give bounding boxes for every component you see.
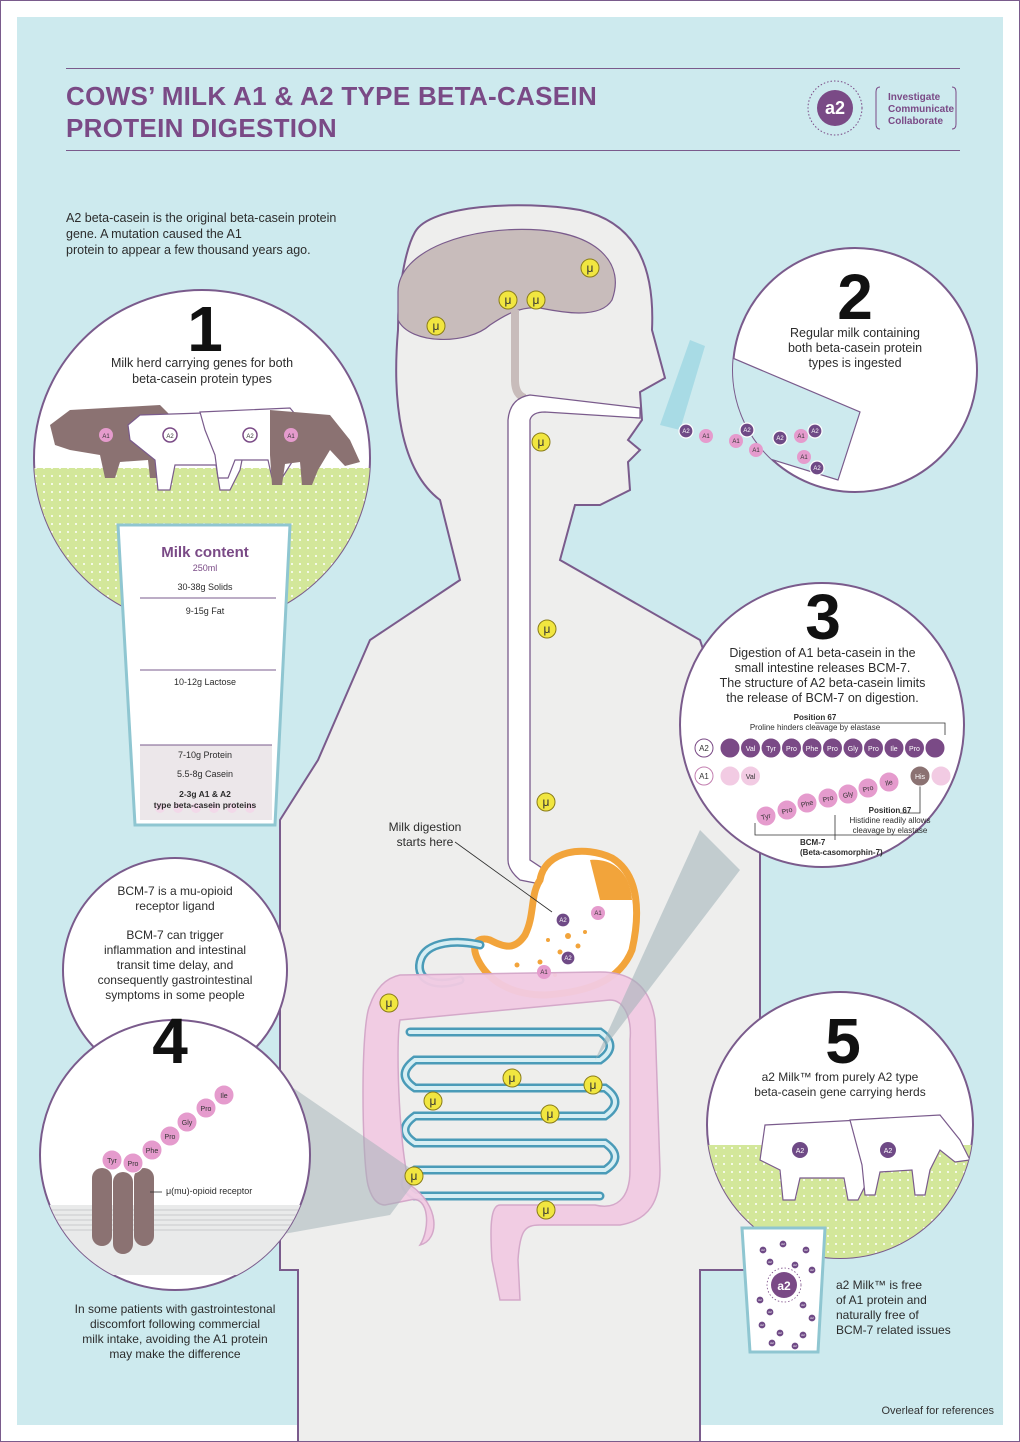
protein-badge-label: A2 bbox=[810, 1316, 814, 1320]
protein-badge-label: A2 bbox=[758, 1298, 762, 1302]
svg-text:a2: a2 bbox=[777, 1279, 791, 1293]
mu-symbol: μ bbox=[504, 293, 512, 307]
histidine-note: Histidine readily allows cleavage by elastase bbox=[849, 816, 931, 835]
amino-acid-label: Gly bbox=[181, 1120, 193, 1127]
step1-text bbox=[82, 355, 322, 387]
protein-badge-label: A1 bbox=[752, 448, 760, 454]
tagline-item: Investigate bbox=[888, 92, 941, 103]
step4-note: In some patients with gastrointestonal discomfort following commercial milk intake, avoiding the A1 protein may make the difference bbox=[74, 1302, 276, 1361]
protein-badge-label: A2 bbox=[743, 428, 751, 434]
step5-text: a2 Milk™ from purely A2 type beta-casein gene carrying herds bbox=[754, 1070, 926, 1099]
proline-note: Proline hinders cleavage by elastase bbox=[749, 723, 881, 732]
svg-text:A2: A2 bbox=[795, 1148, 805, 1155]
step5-note: a2 Milk™ is free of A1 protein and naturally free of BCM-7 related issues bbox=[836, 1278, 951, 1337]
milk-casein: 5.5-8g Casein bbox=[176, 769, 234, 779]
histidine-label: His bbox=[914, 774, 926, 781]
bcm7-label: BCM-7 (Beta-casomorphin-7) bbox=[800, 838, 883, 857]
position67-label: Position 67 bbox=[793, 713, 837, 722]
amino-acid-label: Tyr bbox=[766, 746, 776, 753]
mu-symbol: μ bbox=[586, 261, 594, 275]
amino-acid-label: Pro bbox=[909, 746, 920, 753]
mu-symbol: μ bbox=[542, 795, 550, 809]
step4-number: 4 bbox=[152, 1005, 188, 1077]
a1-amino-acid bbox=[931, 766, 951, 786]
mu-symbol: μ bbox=[432, 319, 440, 333]
amino-acid-label: Pro bbox=[868, 746, 879, 753]
a2-chain-label: A2 bbox=[699, 744, 709, 753]
amino-acid-label: Tyr bbox=[107, 1158, 117, 1165]
amino-acid-label: Pro bbox=[200, 1106, 212, 1113]
amino-acid-label: Ile bbox=[220, 1093, 228, 1100]
protein-badge-label: A2 bbox=[564, 956, 572, 962]
amino-acid-label: Pro bbox=[127, 1161, 139, 1168]
opioid-receptor bbox=[92, 1168, 154, 1254]
protein-badge-label: A2 bbox=[776, 436, 784, 442]
amino-acid-label: Phe bbox=[800, 799, 815, 810]
protein-badge-label: A2 bbox=[810, 1268, 814, 1272]
amino-acid-label: Pro bbox=[822, 794, 835, 805]
milk-protein: 7-10g Protein bbox=[177, 750, 233, 760]
a2-logo bbox=[808, 81, 862, 135]
amino-acid-label: Val bbox=[745, 746, 756, 753]
glass-side bbox=[660, 340, 705, 430]
tagline-bracket bbox=[876, 87, 880, 129]
svg-text:A2: A2 bbox=[883, 1148, 893, 1155]
amino-acid-label: Phe bbox=[145, 1148, 159, 1155]
digestion-label: Milk digestion starts here bbox=[388, 820, 462, 849]
a2-amino-acid bbox=[720, 738, 740, 758]
amino-acid-label: Pro bbox=[164, 1134, 176, 1141]
tagline bbox=[888, 92, 955, 127]
protein-badge-label: A2 bbox=[793, 1263, 797, 1267]
amino-acid-label: Tyr bbox=[760, 812, 772, 823]
protein-badge-label: A2 bbox=[778, 1331, 782, 1335]
step3-number: 3 bbox=[805, 581, 841, 653]
step1-line: beta-casein protein types bbox=[132, 372, 272, 386]
amino-acid-label: Gly bbox=[847, 746, 859, 753]
protein-badge-label: A2 bbox=[804, 1248, 808, 1252]
protein-badge-label: A1 bbox=[594, 911, 602, 917]
mu-symbol: μ bbox=[508, 1071, 516, 1085]
amino-acid-label: Gly bbox=[842, 790, 855, 801]
logo-text: a2 bbox=[824, 98, 846, 118]
protein-badge-label: A1 bbox=[540, 970, 548, 976]
step1-line: Milk herd carrying genes for both bbox=[110, 356, 294, 370]
protein-badge-label: A2 bbox=[559, 918, 567, 924]
milk-content-title: Milk content bbox=[161, 544, 249, 561]
protein-badge-label: A2 bbox=[793, 1344, 797, 1348]
a2-amino-acid bbox=[925, 738, 945, 758]
milk-beta-casein: 2-3g A1 & A2 type beta-casein proteins bbox=[153, 789, 257, 810]
step4-text-a: BCM-7 is a mu-opioid receptor ligand bbox=[117, 884, 233, 913]
intro-line: protein to appear a few thousand years ago. bbox=[66, 243, 311, 257]
step2-text: Regular milk containing both beta-casein protein types is ingested bbox=[787, 326, 923, 370]
protein-badge-label: A1 bbox=[800, 455, 808, 461]
step4-text-b: BCM-7 can trigger inflammation and intestinal transit time delay, and consequently gastrointestinal symptoms in some people bbox=[97, 928, 253, 1002]
svg-text:A2: A2 bbox=[166, 434, 174, 440]
amino-acid-label: Ile bbox=[884, 779, 894, 788]
tagline-item: Communicate bbox=[888, 104, 955, 115]
protein-badge-label: A2 bbox=[801, 1303, 805, 1307]
mu-symbol: μ bbox=[542, 1203, 550, 1217]
protein-badge-label: A2 bbox=[813, 466, 821, 472]
mu-symbol: μ bbox=[385, 996, 393, 1010]
milk-lactose: 10-12g Lactose bbox=[173, 677, 237, 687]
amino-acid-label: Pro bbox=[786, 746, 797, 753]
protein-badge-label: A2 bbox=[682, 429, 690, 435]
mu-symbol: μ bbox=[546, 1107, 554, 1121]
mu-symbol: μ bbox=[532, 293, 540, 307]
amino-acid-label: Pro bbox=[827, 746, 838, 753]
protein-badge-label: A1 bbox=[732, 439, 740, 445]
a1-chain-label: A1 bbox=[699, 772, 709, 781]
receptor-label: μ(mu)-opioid receptor bbox=[166, 1186, 253, 1196]
protein-badge-label: A2 bbox=[768, 1260, 772, 1264]
mu-symbol: μ bbox=[589, 1078, 597, 1092]
protein-badge-label: A2 bbox=[781, 1242, 785, 1246]
mu-symbol: μ bbox=[429, 1094, 437, 1108]
svg-text:A2: A2 bbox=[246, 434, 254, 440]
step2-number: 2 bbox=[837, 261, 873, 333]
tagline-item: Collaborate bbox=[888, 116, 944, 127]
milk-solids: 30-38g Solids bbox=[177, 582, 233, 592]
position67-bottom: Position 67 bbox=[868, 806, 912, 815]
protein-badge-label: A2 bbox=[811, 429, 819, 435]
title-line-1: COWS’ MILK A1 & A2 TYPE BETA-CASEIN bbox=[66, 81, 598, 111]
svg-text:A1: A1 bbox=[102, 434, 110, 440]
intro-line: gene. A mutation caused the A1 bbox=[66, 227, 242, 241]
protein-badge-label: A2 bbox=[760, 1323, 764, 1327]
svg-text:A1: A1 bbox=[287, 434, 295, 440]
amino-acid-label: Phe bbox=[805, 746, 819, 753]
protein-badge-label: A1 bbox=[797, 434, 805, 440]
intro-line: A2 beta-casein is the original beta-casein protein bbox=[66, 211, 337, 225]
a1-amino-acid bbox=[720, 766, 740, 786]
step3-text: Digestion of A1 beta-casein in the small intestine releases BCM-7. The structure of A2 beta-casein limits the release of BCM-7 on digestion. bbox=[719, 646, 926, 705]
mu-symbol: μ bbox=[543, 622, 551, 636]
step5-number: 5 bbox=[825, 1005, 861, 1077]
amino-acid-label: Pro bbox=[781, 806, 794, 817]
amino-acid-label: Pro bbox=[862, 784, 875, 795]
amino-acid-label: Val bbox=[745, 774, 756, 781]
protein-badge-label: A2 bbox=[768, 1310, 772, 1314]
title-line-2: PROTEIN DIGESTION bbox=[66, 113, 337, 143]
milk-fat: 9-15g Fat bbox=[185, 606, 225, 616]
protein-badge-label: A1 bbox=[702, 434, 710, 440]
protein-badge-label: A2 bbox=[770, 1341, 774, 1345]
mu-symbol: μ bbox=[537, 435, 545, 449]
amino-acid-label: Ile bbox=[890, 746, 898, 753]
overleaf-note: Overleaf for references bbox=[881, 1405, 994, 1417]
protein-badge-label: A2 bbox=[761, 1248, 765, 1252]
protein-badge-label: A2 bbox=[801, 1333, 805, 1337]
mu-symbol: μ bbox=[410, 1169, 418, 1183]
milk-volume: 250ml bbox=[192, 563, 218, 573]
step1-number: 1 bbox=[187, 293, 223, 365]
